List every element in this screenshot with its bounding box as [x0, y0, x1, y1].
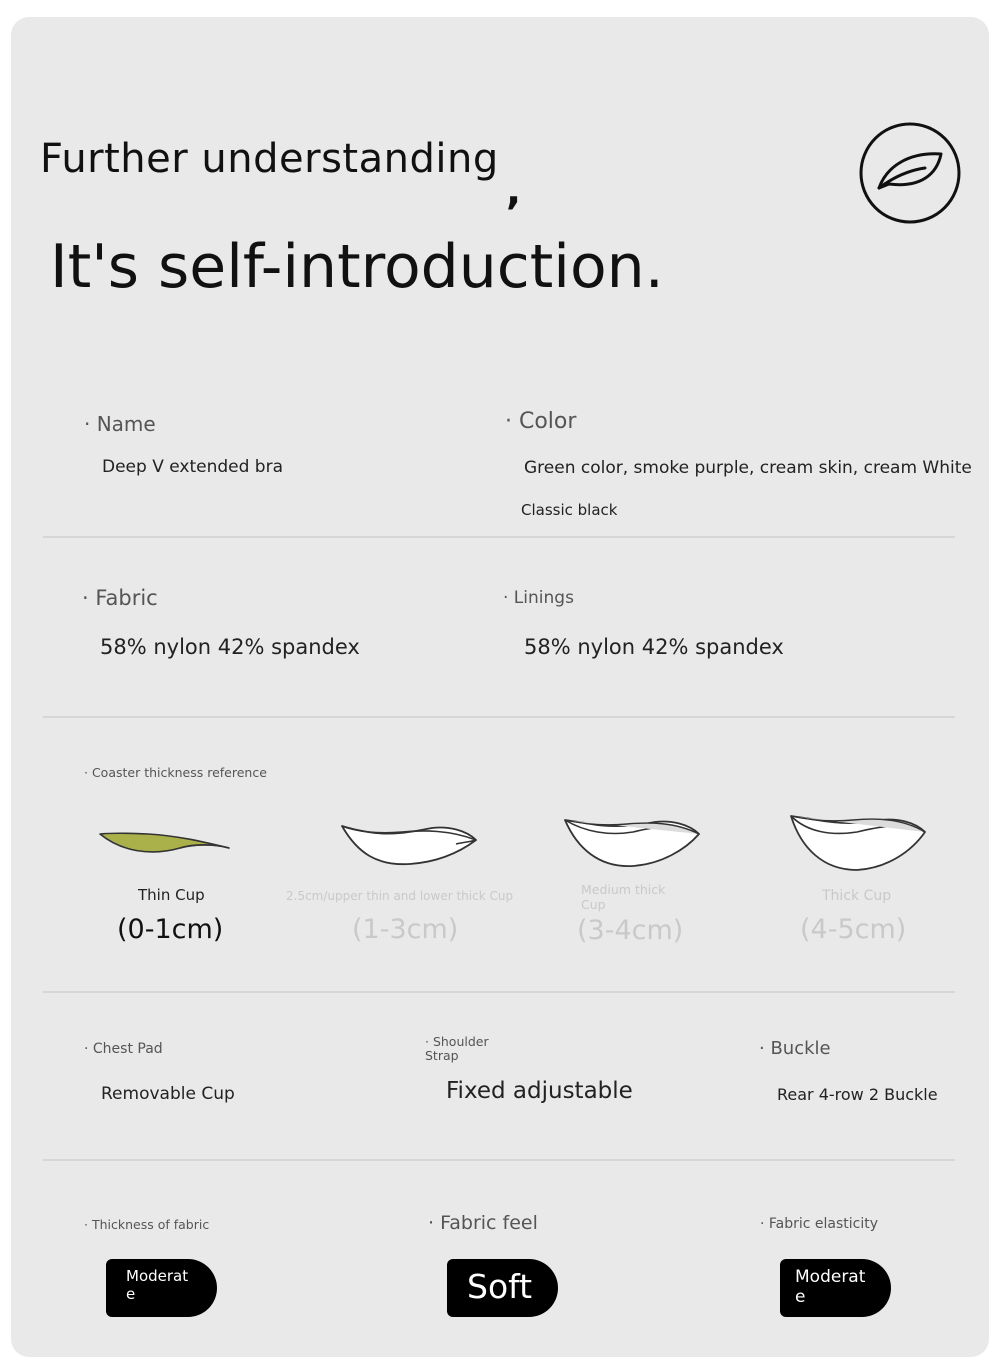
shoulder-strap-label: · Shoulder Strap	[425, 1034, 489, 1064]
buckle-label: · Buckle	[759, 1038, 831, 1059]
color-value-line-2: Classic black	[521, 501, 618, 519]
fabric-value: 58% nylon 42% spandex	[100, 635, 360, 659]
coaster-label: · Coaster thickness reference	[84, 765, 267, 780]
cup-range-thick: (4-5cm)	[800, 914, 907, 945]
intro-card	[11, 17, 989, 1357]
thick-cup-icon	[787, 812, 931, 874]
chest-pad-label: · Chest Pad	[84, 1041, 163, 1057]
thickness-value: Moderate	[126, 1267, 189, 1303]
linings-label: · Linings	[503, 588, 574, 608]
leaf-icon	[859, 122, 961, 224]
cup-name-medium: Medium thick Cup	[581, 882, 666, 912]
thickness-badge	[106, 1259, 217, 1317]
color-label: · Color	[505, 409, 577, 434]
buckle-value: Rear 4-row 2 Buckle	[777, 1085, 938, 1104]
upper-thin-lower-thick-cup-icon	[338, 820, 482, 870]
divider	[43, 991, 955, 993]
divider	[43, 536, 955, 538]
linings-value: 58% nylon 42% spandex	[524, 635, 784, 659]
thickness-label: · Thickness of fabric	[84, 1217, 210, 1232]
heading-line-1: Further understanding	[40, 136, 499, 182]
divider	[43, 716, 955, 718]
shoulder-strap-value: Fixed adjustable	[446, 1078, 633, 1104]
cup-name-thin: Thin Cup	[138, 886, 205, 904]
cup-range-upper-thin: (1-3cm)	[352, 914, 459, 945]
elasticity-value: Moderate	[795, 1267, 866, 1308]
thin-cup-icon	[96, 826, 234, 860]
elasticity-badge	[780, 1259, 891, 1317]
fabric-feel-badge	[447, 1259, 558, 1317]
elasticity-label: · Fabric elasticity	[760, 1216, 879, 1232]
cup-name-upper-thin: 2.5cm/upper thin and lower thick Cup	[286, 889, 514, 903]
heading-line-2: It's self-introduction.	[50, 232, 664, 302]
color-value-line-1: Green color, smoke purple, cream skin, cream White	[524, 458, 972, 478]
medium-thick-cup-icon	[561, 814, 705, 872]
fabric-feel-value: Soft	[467, 1267, 533, 1306]
cup-name-thick: Thick Cup	[822, 888, 892, 904]
heading-comma: ,	[506, 168, 522, 214]
name-value: Deep V extended bra	[102, 457, 283, 477]
chest-pad-value: Removable Cup	[101, 1084, 235, 1104]
cup-range-medium: (3-4cm)	[577, 915, 684, 946]
fabric-label: · Fabric	[82, 586, 158, 610]
divider	[43, 1159, 955, 1161]
cup-range-thin: (0-1cm)	[117, 914, 224, 945]
name-label: · Name	[84, 412, 156, 436]
fabric-feel-label: · Fabric feel	[428, 1212, 538, 1234]
